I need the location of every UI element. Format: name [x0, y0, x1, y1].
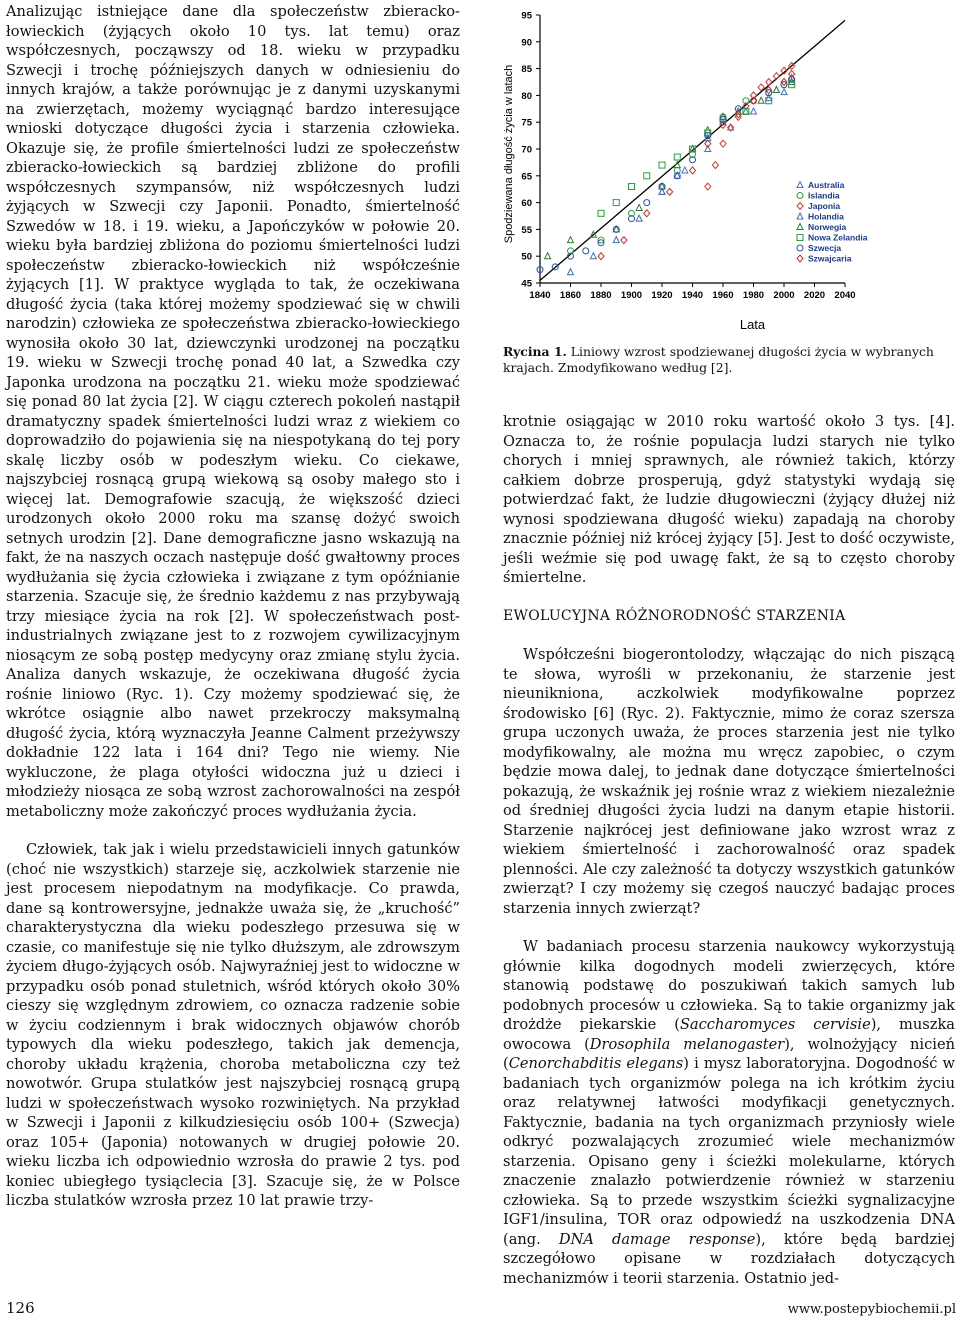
data-point [667, 188, 673, 195]
y-tick-label: 45 [521, 278, 532, 290]
legend-marker [797, 182, 803, 188]
x-tick-label: 1860 [559, 290, 582, 301]
legend-label: Norwegia [808, 222, 847, 232]
legend-label: Nowa Zelandia [808, 232, 868, 243]
y-tick-label: 95 [521, 10, 532, 22]
y-tick-label: 90 [521, 37, 532, 49]
x-axis-label: Lata [739, 317, 766, 332]
left-paragraph-1: Analizując istniejące dane dla społeczeństw zbieracko-łowieckich (żyjących około 10 tys. lat temu) oraz współczesnych, począwszy od 18. wieku w przypadku Szwecji i trochę późniejszych danych w odniesieniu do innych krajów, a także porównując je z danymi uzyskanymi na zwierzętach, możemy wyciągnąć bardzo interesujące wnioski dotyczące długości życia i starzenia człowieka. Okazuje się, że profile śmiertelności ludzi ze społeczeństw zbieracko-łowieckich są bardziej zbliżone do profili współczesnych szympansów, niż współczesnych ludzi żyjących w Szwecji czy Japonii. Ponadto, śmiertelność Szwedów w 18. i 19. wieku, a Japończyków w połowie 20. wieku była bardziej zbliżona do poziomu śmiertelności ludzi społeczeństw zbieracko-łowieckich niż współcześnie żyjących [1]. W praktyce wygląda to tak, że oczekiwana długość życia (taka której możemy spodziewać się w chwili narodzin) człowieka ze społeczeństwa zbieracko-łowieckiego wynosiła około 30 lat, dziewczynki urodzonej na początku 19. wieku w Szwecji trochę ponad 40 lat, a Szwedka czy Japonka urodzona na początku 21. wieku może spodziewać się ponad 80 lat życia [2]. W ciągu czterech pokoleń nastąpił dramatyczny spadek śmiertelności ludzi wraz z wiekiem co doprowadziło do pojawienia się na niespotykaną do tej pory skalę liczby osób w podeszłym wieku. Co ciekawe, najszybciej rosnącą grupą wiekową są osoby małego sto i więcej lat. Demografowie szacują, że większość dzieci urodzonych około 2000 roku ma szansę dożyć swoich setnych urodzin [2]. Dane demograficzne jasno wskazują na fakt, że na naszych oczach następuje dość gwałtowny proces wydłużania się życia człowieka i związane z tym opóźnianie starzenia. Szacuje się, że średnio każdemu z nas przybywają trzy miesiące życia na rok [2]. W społeczeństwach post-industrialnych związane jest to z rozwojem cywilizacyjnym niosącym ze sobą postęp medycyny oraz zmianę stylu życia. Analiza danych wskazuje, że oczekiwana długość życia rośnie liniowo (Ryc. 1). Czy możemy spodziewać się, że wkrótce osiągnie albo nawet przekroczy maksymalną długość życia, którą wyznaczyła Jeanne Calment przeżywszy dokładnie 122 lata i 164 dni? Tego nie wiemy. Nie wykluczone, że plaga otyłości widoczna już u dzieci i młodzieży niosąca ze sobą wzrost zachorowalności na zespół metaboliczny może zakończyć proces wydłużania życia. [6, 3, 460, 820]
right-paragraph-3: W badaniach procesu starzenia naukowcy wykorzystują głównie kilka dogodnych modeli zwierzęcych, które stanowią podstawę do poszukiwań takich samych lub podobnych procesów u człowieka. Są to takie organizmy jak drożdże piekarskie (Saccharomyces cervisie), muszka owocowa (Drosophila melanogaster), wolnożyjący nicień (Cenorchabditis elegans) i mysz laboratoryjna. Dogodność w badaniach tych organizmów polega na ich krótkim życiu oraz relatywnej łatwości modyfikacji genetycznych. Faktycznie, badania na tych organizmach przyniosły wiele odkryć pozwalających zrozumieć wiele mechanizmów starzenia. Opisano geny i ścieżki molekularne, których znaczenie znalazło potwierdzenie również w starzeniu człowieka. Są to przede wszystkim ścieżki sygnalizacyjne IGF1/insulina, TOR oraz odpowiedź na uszkodzenia DNA (ang. DNA damage response), które będą bardziej szczegółowo opisane w rozdziałach dotyczących mechanizmów i teorii starzenia. Ostatnio jed- [503, 938, 956, 1287]
data-point [644, 200, 650, 206]
y-tick-label: 80 [521, 90, 532, 102]
data-point [590, 253, 596, 259]
legend-marker [797, 224, 803, 230]
x-tick-label: 1840 [529, 290, 551, 301]
data-point [690, 167, 696, 174]
y-tick-label: 75 [521, 117, 532, 129]
caption-label: Rycina 1. [503, 344, 567, 359]
x-tick-label: 1900 [620, 290, 643, 301]
legend-marker [797, 213, 803, 219]
data-point [598, 210, 604, 216]
x-tick-label: 1880 [590, 290, 612, 301]
y-tick-label: 65 [521, 171, 532, 183]
left-paragraph-2: Człowiek, tak jak i wielu przedstawicieli innych gatunków (choć nie wszystkich) starzeje się, aczkolwiek starzenie nie jest procesem niepodatnym na modyfikacje. Co prawda, dane są kontrowersyjne, jednakże uważa się, że „kruchość” charakterystyczna dla wieku podeszłego przesuwa się w czasie, co manifestuje się nie tylko dłuższym, ale zdrowszym życiem długo-żyjących osób. Najwyraźniej jest to widoczne w przypadku osób ponad stuletnich, wśród których około 30% cieszy się względnym zdrowiem, co oznacza radzenie sobie w życiu codziennym i brak widocznych objawów chorób typowych dla wieku podeszłego, takich jak demencja, choroby układu krążenia, choroba metaboliczna czy też nowotwór. Grupa stulatków jest najszybciej rosnącą grupą ludzi w społeczeństwach wysoko rozwiniętych. Na przykład w Szwecji i Japonii z kilkudziesięciu osób 100+ (Szwecja) oraz 105+ (Japonia) notowanych w drugiej połowie 20. wieku liczba ich odpowiednio wzrosła do prawie 2 tys. pod koniec ubiegłego tysiąclecia [3]. Szacuje się, że w Polsce liczba stulatków wzrosła przez 10 lat prawie trzy- [6, 841, 460, 1209]
legend-label: Australia [808, 180, 845, 190]
x-tick-label: 1980 [742, 290, 765, 301]
data-point [568, 237, 574, 243]
legend-label: Szwecja [808, 243, 842, 253]
data-point [644, 210, 650, 217]
x-tick-label: 1960 [712, 290, 734, 301]
data-point [705, 183, 711, 190]
legend-marker [797, 203, 803, 210]
data-point [583, 248, 589, 254]
data-point [751, 108, 757, 114]
trend-line [540, 20, 845, 280]
data-point [758, 97, 764, 103]
x-tick-label: 1940 [681, 290, 704, 301]
data-point [621, 237, 627, 244]
right-paragraph-2: Współcześni biogerontolodzy, włączając do nich piszącą te słowa, wyrośli w przekonaniu, że starzenie jest nieunikniona, aczkolwiek modyfikowalne poprzez środowisko [6] (Ryc. 2). Faktycznie, mimo że coraz szersza grupa uczonych uważa, że proces starzenia jest nie tylko modyfikowalny, ale można mu wręcz zapobiec, o czym będzie mowa dalej, to jednak dane dotyczące śmiertelności pokazują, że wskaźnik jej rośnie wraz z wiekiem niezależnie od średniej długości życia ludzi na danym etapie historii. Starzenie najkrócej jest definiowane jako wzrost wraz z wiekiem śmiertelność i zachorowalność oraz spadek plenności. Ale czy zależność ta dotyczy wszystkich gatunków zwierząt? I czy możemy się czegoś nauczyć badając proces starzenia innych zwierząt? [503, 646, 955, 917]
data-point [644, 173, 650, 179]
y-tick-label: 60 [521, 198, 532, 210]
legend-label: Szwajcaria [808, 253, 852, 264]
x-tick-label: 1920 [651, 290, 673, 301]
figure-1 [500, 10, 955, 340]
life-expectancy-chart [500, 10, 955, 340]
y-tick-label: 50 [521, 251, 532, 263]
data-point [568, 269, 574, 275]
right-column [503, 412, 955, 1288]
x-tick-label: 2020 [803, 290, 826, 301]
data-point [613, 237, 619, 243]
data-point [682, 167, 688, 173]
data-point [712, 162, 718, 169]
right-paragraph-1: krotnie osiągając w 2010 roku wartość około 3 tys. [4]. Oznacza to, że rośnie populacja ludzi starych nie tylko chorych i mniej sprawnych, ale również takich, którzy całkiem dobrze prosperują, gdyż statystyki wydają się potwierdzać fakt, że ludzie długowieczni (żyjący dłużej niż wynosi spodziewana długość wieku) zapadają na choroby znacznie później niż krócej żyjący [5]. Jest to dość oczywiste, jeśli weźmie się pod uwagę fakt, że są to często choroby śmiertelne. [503, 413, 955, 586]
data-point [613, 200, 619, 206]
section-heading: EWOLUCYJNA RÓŻNORODNOŚĆ STARZENIA [503, 607, 846, 624]
species-yeast: Saccharomyces cervisie [679, 1016, 871, 1033]
page-number: 126 [6, 1299, 35, 1317]
data-point [545, 253, 551, 259]
left-column [6, 2, 460, 1211]
legend-marker [797, 193, 803, 199]
y-tick-label: 55 [521, 224, 532, 236]
caption-text: Liniowy wzrost spodziewanej długości życia w wybranych krajach. Zmodyfikowano według [2]. [503, 344, 934, 375]
x-tick-label: 2040 [834, 290, 856, 301]
legend-marker [797, 235, 803, 241]
y-axis-label: Spodziewana długość życia w latach [503, 64, 515, 244]
data-point [629, 184, 635, 190]
data-point [598, 253, 604, 260]
data-point [636, 204, 642, 210]
data-point [636, 215, 642, 221]
legend-marker [797, 245, 803, 251]
y-tick-label: 85 [521, 64, 532, 76]
dna-damage-term: DNA damage response [558, 1230, 756, 1248]
x-tick-label: 2000 [773, 290, 795, 301]
species-fruit-fly: Drosophila melanogaster [589, 1035, 785, 1053]
y-tick-label: 70 [521, 144, 532, 156]
data-point [720, 140, 726, 147]
data-point [766, 79, 772, 86]
species-nematode: Cenorchabditis elegans [508, 1055, 684, 1072]
website-url: www.postepybiochemii.pl [787, 1302, 956, 1317]
legend-label: Islandia [808, 190, 840, 201]
figure-caption [503, 344, 958, 376]
legend-label: Japonia [808, 201, 841, 211]
data-point [659, 162, 665, 168]
legend-label: Holandia [808, 211, 844, 222]
legend-marker [797, 255, 803, 262]
data-point [773, 87, 779, 93]
data-point [781, 89, 787, 95]
data-point [674, 154, 680, 160]
